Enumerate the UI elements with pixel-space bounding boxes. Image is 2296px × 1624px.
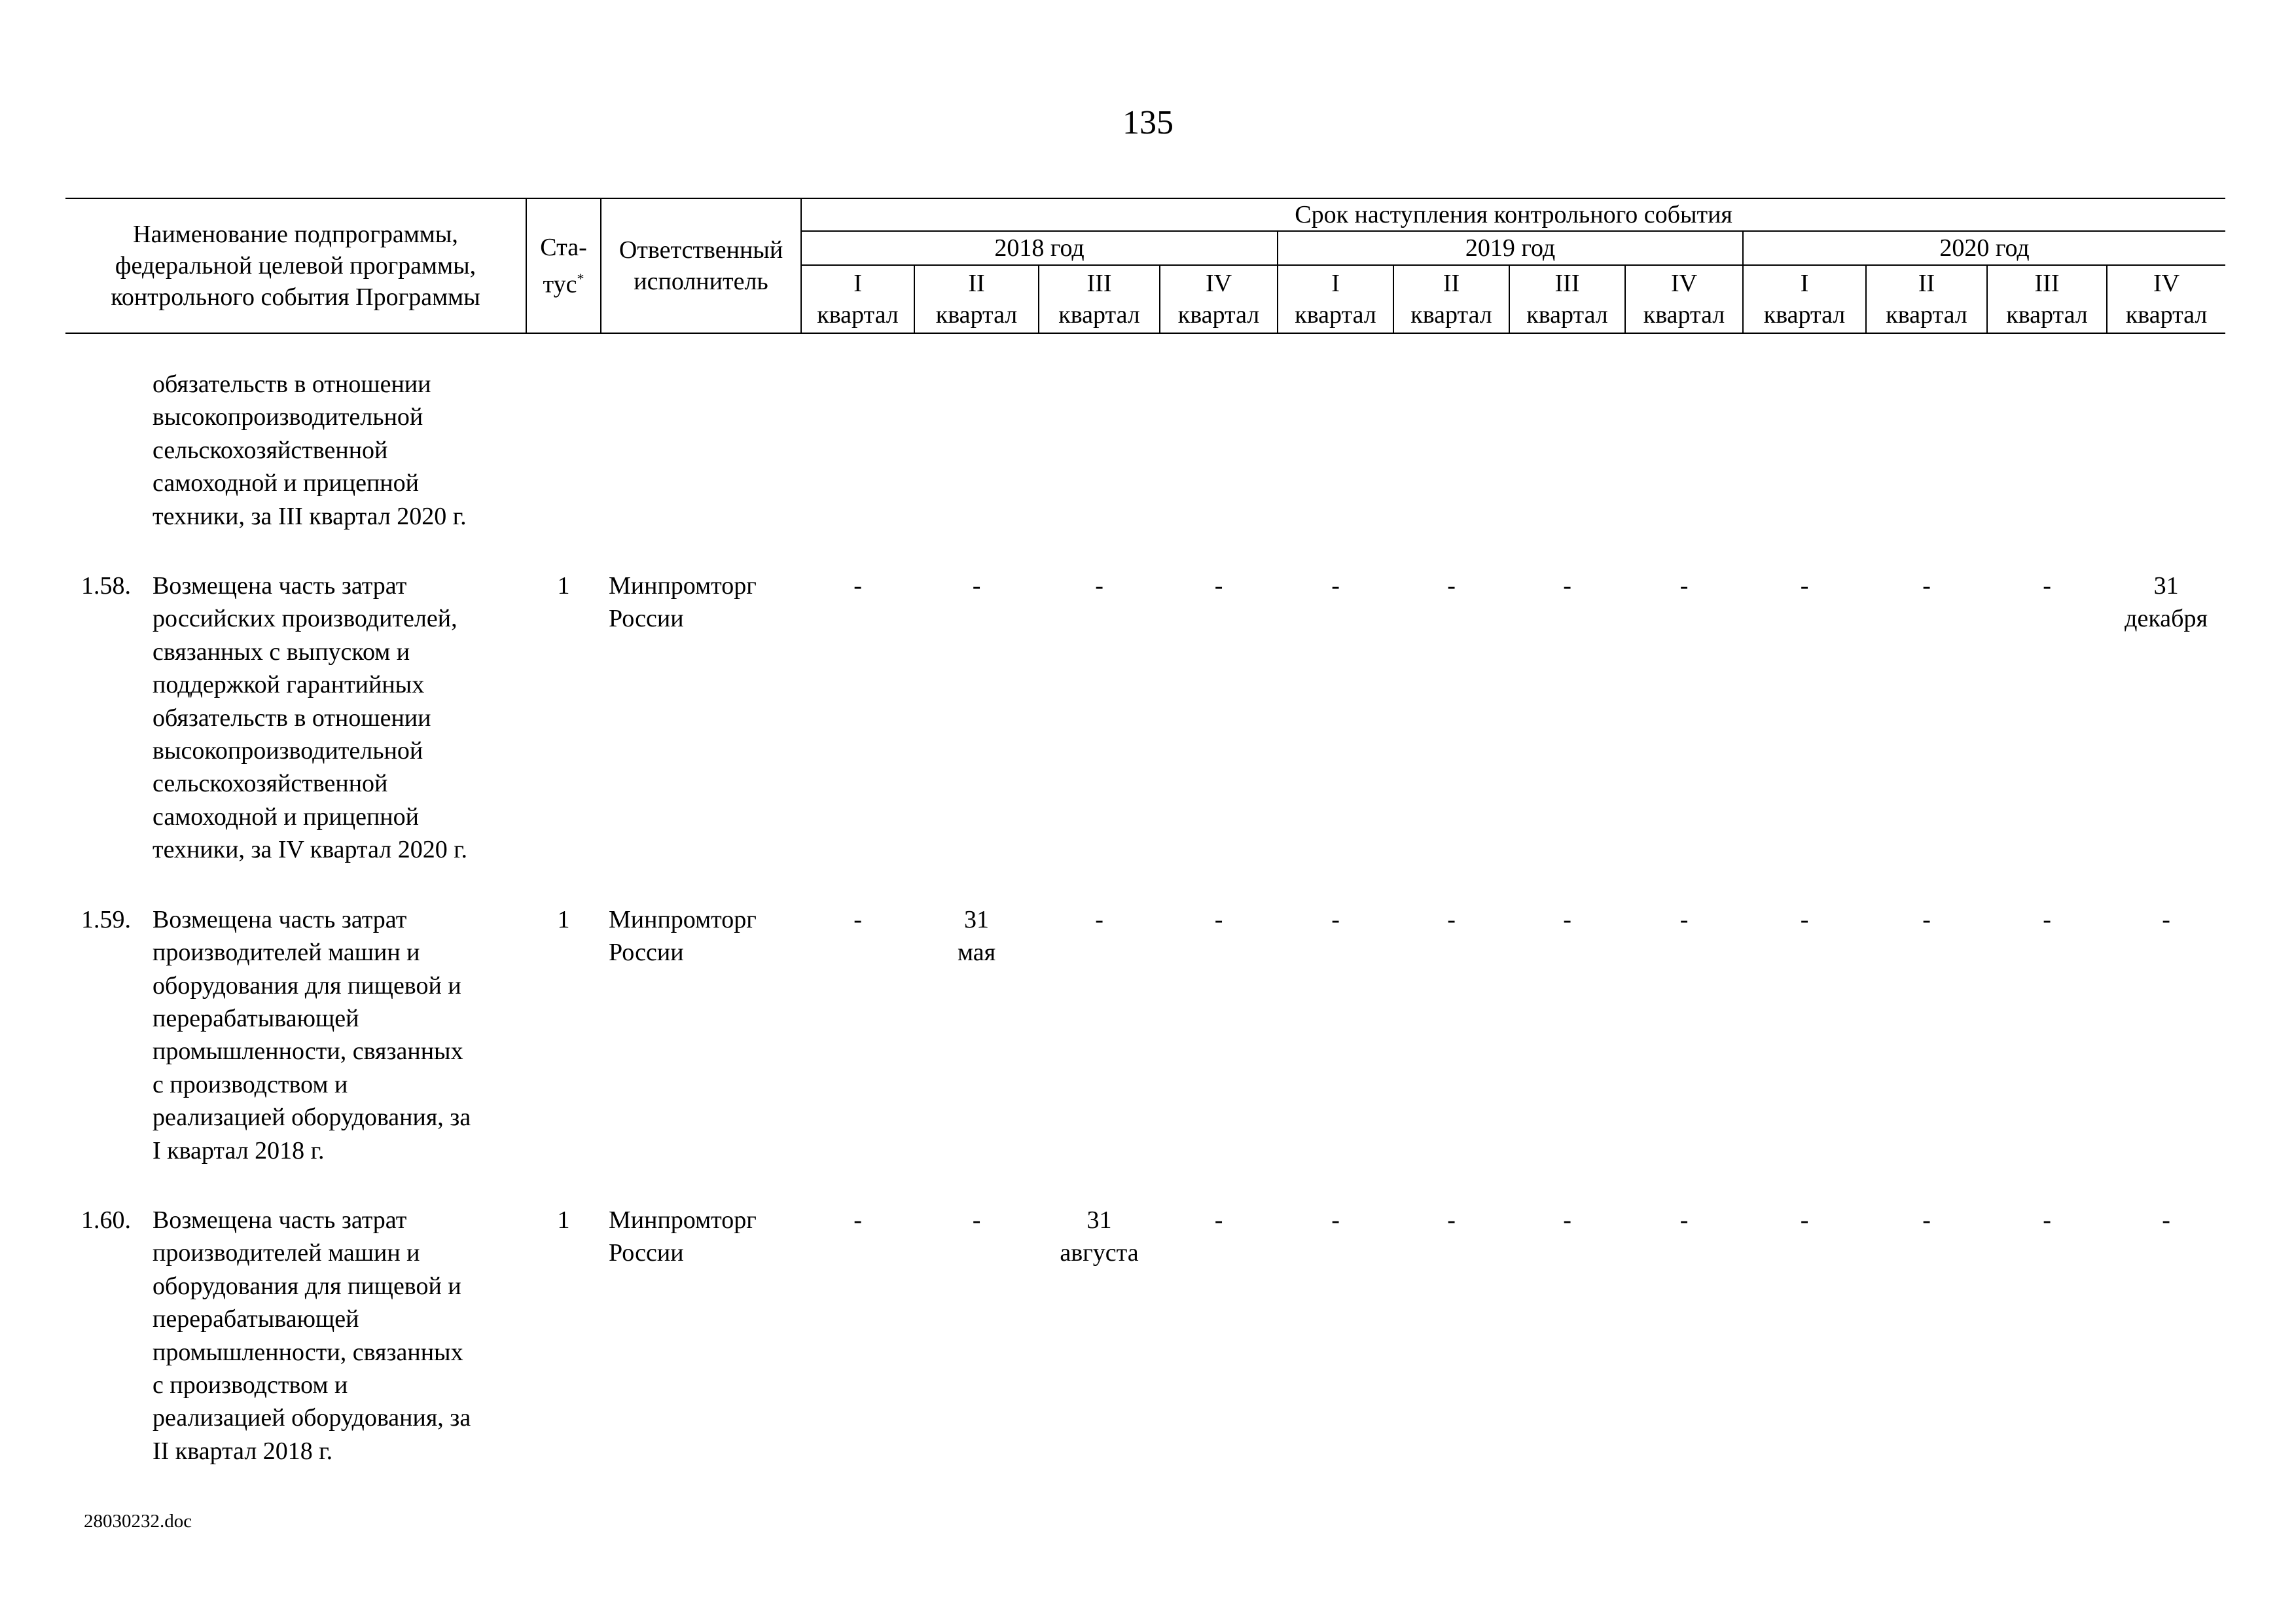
row-quarter-deadline bbox=[1393, 368, 1509, 533]
row-event-name-line: перерабатывающей bbox=[152, 1004, 359, 1032]
document-filename: 28030232.doc bbox=[84, 1511, 192, 1532]
row-quarter-value: - bbox=[1679, 572, 1689, 600]
row-quarter-deadline bbox=[801, 1204, 914, 1468]
row-number: 1.59. bbox=[81, 905, 131, 933]
row-event-name-line: реализацией оборудования, за bbox=[152, 1404, 471, 1432]
header-quarter-word: квартал bbox=[1763, 301, 1846, 329]
row-quarter-deadline bbox=[1509, 1204, 1625, 1468]
row-quarter-value: 31 bbox=[1086, 1206, 1112, 1234]
row-quarter-deadline bbox=[1509, 368, 1625, 533]
header-quarter bbox=[1866, 265, 1987, 333]
row-quarter-deadline bbox=[1743, 903, 1866, 1167]
row-quarter-deadline bbox=[1866, 1204, 1987, 1468]
row-quarter-value: - bbox=[1800, 905, 1809, 933]
control-events-table bbox=[65, 198, 2225, 1468]
header-quarter-word: квартал bbox=[1410, 301, 1492, 329]
row-quarter-deadline bbox=[1987, 368, 2107, 533]
row-quarter-value: - bbox=[1095, 905, 1103, 933]
header-quarter-word: квартал bbox=[817, 301, 899, 329]
row-executor bbox=[601, 368, 801, 533]
row-quarter-month: декабря bbox=[2125, 605, 2208, 633]
header-executor-line1: Ответственный bbox=[619, 236, 783, 264]
row-executor-line: России bbox=[609, 1239, 684, 1267]
header-quarter-word: квартал bbox=[2125, 301, 2208, 329]
row-event-name-line: техники, за IV квартал 2020 г. bbox=[152, 836, 468, 864]
page-number: 135 bbox=[1122, 104, 1174, 141]
table-row bbox=[65, 903, 2225, 1167]
row-quarter-value: - bbox=[1800, 572, 1809, 600]
row-quarter-deadline bbox=[2107, 368, 2225, 533]
row-event-name bbox=[152, 569, 526, 867]
row-number: 1.58. bbox=[81, 572, 131, 600]
row-event-name-line: российских производителей, bbox=[152, 605, 457, 633]
row-quarter-value: - bbox=[1331, 572, 1340, 600]
row-status: 1 bbox=[557, 572, 570, 600]
row-quarter-value: - bbox=[853, 1206, 862, 1234]
row-event-name-line: промышленности, связанных bbox=[152, 1038, 463, 1066]
row-quarter-value: - bbox=[1679, 1206, 1689, 1234]
row-event-name-line: обязательств в отношении bbox=[152, 370, 431, 398]
row-event-name-line: Возмещена часть затрат bbox=[152, 1206, 407, 1234]
header-quarter bbox=[1743, 265, 1866, 333]
row-executor-line: Минпромторг bbox=[609, 572, 757, 600]
row-executor-line: Минпромторг bbox=[609, 1206, 757, 1234]
row-executor-line: России bbox=[609, 605, 684, 633]
header-year-2020: 2020 год bbox=[1743, 231, 2225, 265]
row-quarter-value: - bbox=[1214, 1206, 1223, 1234]
row-quarter-month: августа bbox=[1060, 1239, 1139, 1267]
row-quarter-value: - bbox=[2162, 905, 2170, 933]
header-quarter-numeral: II bbox=[1918, 270, 1935, 297]
row-quarter-month: мая bbox=[957, 939, 996, 967]
header-quarter-numeral: I bbox=[1331, 270, 1340, 297]
header-quarter bbox=[1160, 265, 1278, 333]
row-event-name-line: производителей машин и bbox=[152, 1239, 420, 1267]
row-quarter-value: - bbox=[1679, 905, 1689, 933]
row-quarter-deadline bbox=[914, 1204, 1039, 1468]
row-quarter-deadline bbox=[1509, 569, 1625, 867]
row-quarter-deadline bbox=[1866, 368, 1987, 533]
row-status bbox=[526, 368, 601, 533]
header-status-line1: Ста- bbox=[540, 233, 587, 261]
header-quarter bbox=[2107, 265, 2225, 333]
row-executor-line: России bbox=[609, 939, 684, 967]
row-number: 1.60. bbox=[81, 1206, 131, 1234]
row-executor bbox=[601, 903, 801, 1167]
row-quarter-deadline bbox=[1625, 903, 1743, 1167]
header-quarter-numeral: I bbox=[853, 270, 862, 297]
header-quarter-numeral: III bbox=[2034, 270, 2060, 297]
header-quarter bbox=[1278, 265, 1393, 333]
row-quarter-deadline bbox=[2107, 569, 2225, 867]
header-quarter bbox=[1393, 265, 1509, 333]
row-quarter-deadline bbox=[1743, 1204, 1866, 1468]
row-quarter-deadline bbox=[801, 368, 914, 533]
row-quarter-deadline bbox=[1393, 903, 1509, 1167]
header-quarter-numeral: IV bbox=[1670, 270, 1698, 297]
row-quarter-value: - bbox=[1095, 572, 1103, 600]
row-quarter-value: - bbox=[2162, 1206, 2170, 1234]
header-status-line2: тус bbox=[543, 270, 577, 298]
row-quarter-deadline bbox=[1278, 368, 1393, 533]
row-quarter-value: 31 bbox=[2153, 572, 2179, 600]
row-quarter-deadline bbox=[1987, 903, 2107, 1167]
row-quarter-deadline bbox=[1160, 569, 1278, 867]
row-event-name-line: I квартал 2018 г. bbox=[152, 1136, 325, 1164]
row-executor bbox=[601, 1204, 801, 1468]
header-quarter-numeral: II bbox=[1443, 270, 1460, 297]
row-quarter-deadline bbox=[1625, 569, 1743, 867]
row-quarter-value: - bbox=[1447, 572, 1456, 600]
row-event-name-line: оборудования для пищевой и bbox=[152, 1272, 461, 1300]
row-quarter-deadline bbox=[1160, 1204, 1278, 1468]
row-quarter-value: - bbox=[853, 572, 862, 600]
row-number bbox=[65, 368, 152, 533]
header-quarter-numeral: IV bbox=[1205, 270, 1232, 297]
row-quarter-deadline bbox=[801, 569, 914, 867]
table-row bbox=[65, 569, 2225, 867]
row-event-name-line: сельскохозяйственной bbox=[152, 436, 388, 464]
row-quarter-deadline bbox=[1039, 1204, 1160, 1468]
row-event-name bbox=[152, 1204, 526, 1468]
row-quarter-value: - bbox=[1922, 572, 1931, 600]
row-event-name-line: промышленности, связанных bbox=[152, 1338, 463, 1366]
row-quarter-value: 31 bbox=[964, 905, 990, 933]
row-quarter-value: - bbox=[1563, 572, 1571, 600]
row-event-name-line: оборудования для пищевой и bbox=[152, 971, 461, 1000]
row-executor bbox=[601, 569, 801, 867]
row-event-name-line: Возмещена часть затрат bbox=[152, 905, 407, 933]
row-event-name-line: техники, за III квартал 2020 г. bbox=[152, 502, 467, 530]
row-quarter-value: - bbox=[1922, 905, 1931, 933]
row-quarter-value: - bbox=[1922, 1206, 1931, 1234]
row-quarter-deadline bbox=[1625, 368, 1743, 533]
row-event-name-line: II квартал 2018 г. bbox=[152, 1437, 333, 1465]
row-quarter-value: - bbox=[2043, 572, 2051, 600]
row-quarter-deadline bbox=[1039, 569, 1160, 867]
header-quarter-word: квартал bbox=[1058, 301, 1140, 329]
row-quarter-deadline bbox=[1039, 903, 1160, 1167]
header-quarter-numeral: II bbox=[968, 270, 985, 297]
row-quarter-deadline bbox=[1278, 569, 1393, 867]
row-quarter-value: - bbox=[1331, 1206, 1340, 1234]
header-quarter-word: квартал bbox=[1526, 301, 1608, 329]
row-event-name-line: реализацией оборудования, за bbox=[152, 1104, 471, 1132]
row-quarter-value: - bbox=[1447, 1206, 1456, 1234]
row-event-name-line: производителей машин и bbox=[152, 939, 420, 967]
row-quarter-deadline bbox=[1987, 1204, 2107, 1468]
header-status-footnote-mark: * bbox=[577, 270, 584, 287]
header-quarter bbox=[1625, 265, 1743, 333]
row-event-name bbox=[152, 903, 526, 1167]
header-quarter-numeral: III bbox=[1554, 270, 1580, 297]
row-event-name-line: обязательств в отношении bbox=[152, 704, 431, 732]
row-quarter-deadline bbox=[914, 368, 1039, 533]
row-event-name-line: с производством и bbox=[152, 1371, 348, 1399]
row-quarter-value: - bbox=[1214, 905, 1223, 933]
row-event-name-line: самоходной и прицепной bbox=[152, 469, 419, 497]
header-quarter-word: квартал bbox=[1295, 301, 1376, 329]
row-quarter-deadline bbox=[2107, 903, 2225, 1167]
header-quarter bbox=[914, 265, 1039, 333]
header-quarter-numeral: IV bbox=[2153, 270, 2180, 297]
row-event-name-line: высокопроизводительной bbox=[152, 737, 423, 765]
row-quarter-deadline bbox=[1039, 368, 1160, 533]
row-quarter-deadline bbox=[1278, 903, 1393, 1167]
row-quarter-value: - bbox=[1800, 1206, 1809, 1234]
row-event-name-line: перерабатывающей bbox=[152, 1305, 359, 1333]
header-quarter-word: квартал bbox=[1177, 301, 1260, 329]
row-event-name-line: высокопроизводительной bbox=[152, 403, 423, 431]
header-quarter-word: квартал bbox=[1886, 301, 1967, 329]
row-quarter-value: - bbox=[2043, 905, 2051, 933]
row-quarter-deadline bbox=[1160, 368, 1278, 533]
row-quarter-value: - bbox=[1563, 1206, 1571, 1234]
header-status-column bbox=[526, 198, 601, 333]
header-year-2019: 2019 год bbox=[1278, 231, 1743, 265]
row-quarter-deadline bbox=[2107, 1204, 2225, 1468]
row-quarter-value: - bbox=[1563, 905, 1571, 933]
row-quarter-value: - bbox=[2043, 1206, 2051, 1234]
row-status: 1 bbox=[557, 905, 570, 933]
table-row bbox=[65, 368, 2225, 533]
row-quarter-deadline bbox=[1625, 1204, 1743, 1468]
row-status: 1 bbox=[557, 1206, 570, 1234]
table-row bbox=[65, 1204, 2225, 1468]
row-quarter-deadline bbox=[1278, 1204, 1393, 1468]
header-quarter-numeral: I bbox=[1800, 270, 1809, 297]
header-quarter-word: квартал bbox=[935, 301, 1018, 329]
header-quarter-word: квартал bbox=[1643, 301, 1725, 329]
row-event-name-line: с производством и bbox=[152, 1070, 348, 1098]
row-quarter-value: - bbox=[1447, 905, 1456, 933]
row-quarter-deadline bbox=[1866, 569, 1987, 867]
row-quarter-deadline bbox=[1160, 903, 1278, 1167]
row-quarter-deadline bbox=[1866, 903, 1987, 1167]
row-quarter-value: - bbox=[972, 1206, 981, 1234]
row-quarter-deadline bbox=[914, 903, 1039, 1167]
row-quarter-deadline bbox=[1743, 569, 1866, 867]
row-event-name-line: Возмещена часть затрат bbox=[152, 572, 407, 600]
row-quarter-deadline bbox=[1393, 1204, 1509, 1468]
row-quarter-deadline bbox=[1393, 569, 1509, 867]
row-quarter-deadline bbox=[1509, 903, 1625, 1167]
row-event-name-line: поддержкой гарантийных bbox=[152, 671, 425, 699]
row-quarter-deadline bbox=[914, 569, 1039, 867]
row-quarter-value: - bbox=[1331, 905, 1340, 933]
header-quarter bbox=[801, 265, 914, 333]
row-quarter-value: - bbox=[972, 572, 981, 600]
row-quarter-deadline bbox=[1987, 569, 2107, 867]
row-event-name-line: связанных с выпуском и bbox=[152, 638, 410, 666]
row-event-name bbox=[152, 368, 526, 533]
row-executor-line: Минпромторг bbox=[609, 905, 757, 933]
header-deadline: Срок наступления контрольного события bbox=[801, 198, 2225, 231]
header-quarter-numeral: III bbox=[1086, 270, 1112, 297]
row-quarter-value: - bbox=[853, 905, 862, 933]
row-event-name-line: самоходной и прицепной bbox=[152, 803, 419, 831]
row-quarter-deadline bbox=[1743, 368, 1866, 533]
header-quarter bbox=[1987, 265, 2107, 333]
header-quarter bbox=[1509, 265, 1625, 333]
header-quarter bbox=[1039, 265, 1160, 333]
row-quarter-deadline bbox=[801, 903, 914, 1167]
row-quarter-value: - bbox=[1214, 572, 1223, 600]
header-executor-column bbox=[601, 198, 801, 333]
header-year-2018: 2018 год bbox=[801, 231, 1278, 265]
header-name-column: Наименование подпрограммы, федеральной целевой программы, контрольного события Программы bbox=[65, 198, 526, 333]
header-quarter-word: квартал bbox=[2006, 301, 2088, 329]
header-executor-line2: исполнитель bbox=[634, 268, 768, 295]
row-event-name-line: сельскохозяйственной bbox=[152, 770, 388, 798]
